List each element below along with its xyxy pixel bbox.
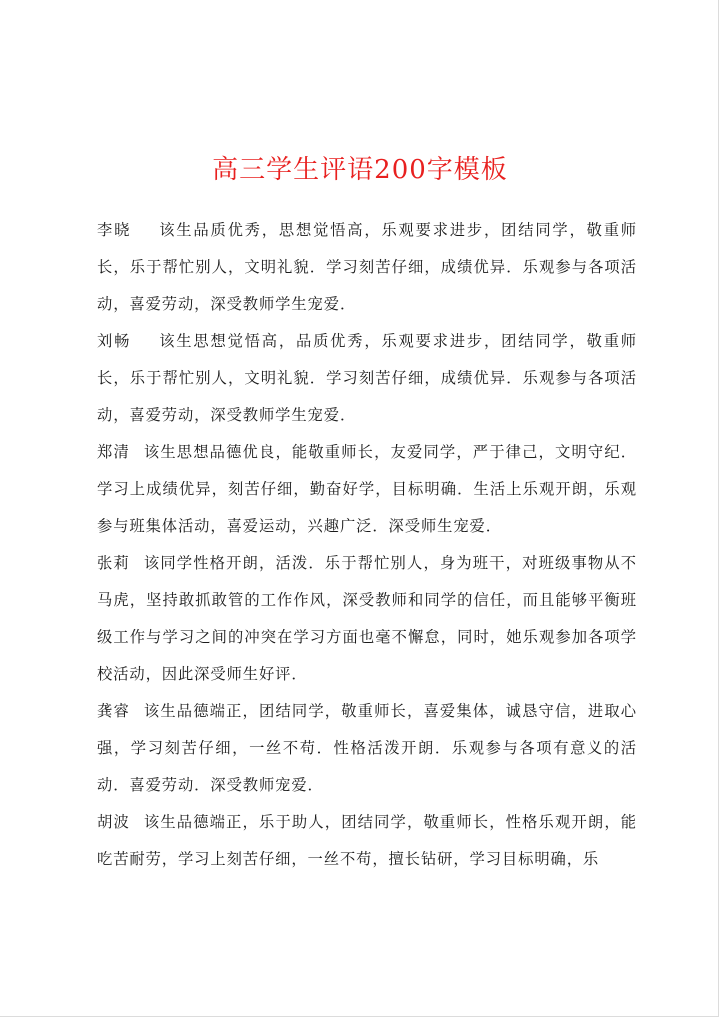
comment-text: 该生思想品德优良，能敬重师长，友爱同学，严于律己，文明守纪．学习上成绩优异，刻苦仔细，勤奋好学，目标明确．生活上乐观开朗，乐观参与班集体活动，喜爱运动，兴趣广泛．深受师生宠爱． [97,443,637,535]
comment-entry [97,323,637,434]
student-name: 郑清 [97,443,130,461]
document-body [97,212,637,878]
comment-entry [97,693,637,804]
comment-text: 该生品质优秀，思想觉悟高，乐观要求进步，团结同学，敬重师长，乐于帮忙别人，文明礼貌．学习刻苦仔细，成绩优异．乐观参与各项活动，喜爱劳动，深受教师学生宠爱． [97,221,637,313]
document-title: 高三学生评语200字模板 [212,155,508,185]
comment-text: 该生品德端正，乐于助人，团结同学，敬重师长，性格乐观开朗，能吃苦耐劳，学习上刻苦仔细，一丝不苟，擅长钻研，学习目标明确，乐 [97,813,637,868]
comment-text: 该生思想觉悟高，品质优秀，乐观要求进步，团结同学，敬重师长，乐于帮忙别人，文明礼貌．学习刻苦仔细，成绩优异．乐观参与各项活动，喜爱劳动，深受教师学生宠爱． [97,332,637,424]
comment-entry [97,545,637,693]
comment-entry [97,434,637,545]
student-name: 刘畅 [97,332,132,350]
comment-text: 该同学性格开朗，活泼．乐于帮忙别人，身为班干，对班级事物从不马虎，坚持敢抓敢管的工作作风，深受教师和同学的信任，而且能够平衡班级工作与学习之间的冲突在学习方面也毫不懈怠，同时，她乐观参加各项学校活动，因此深受师生好评． [97,554,637,683]
student-name: 胡波 [97,813,130,831]
student-name: 张莉 [97,554,130,572]
comment-text: 该生品德端正，团结同学，敬重师长，喜爱集体，诚恳守信，进取心强，学习刻苦仔细，一丝不苟．性格活泼开朗．乐观参与各项有意义的活动．喜爱劳动．深受教师宠爱． [97,702,637,794]
student-name: 李晓 [97,221,132,239]
comment-entry [97,212,637,323]
student-name: 龚睿 [97,702,130,720]
comment-entry [97,804,637,878]
